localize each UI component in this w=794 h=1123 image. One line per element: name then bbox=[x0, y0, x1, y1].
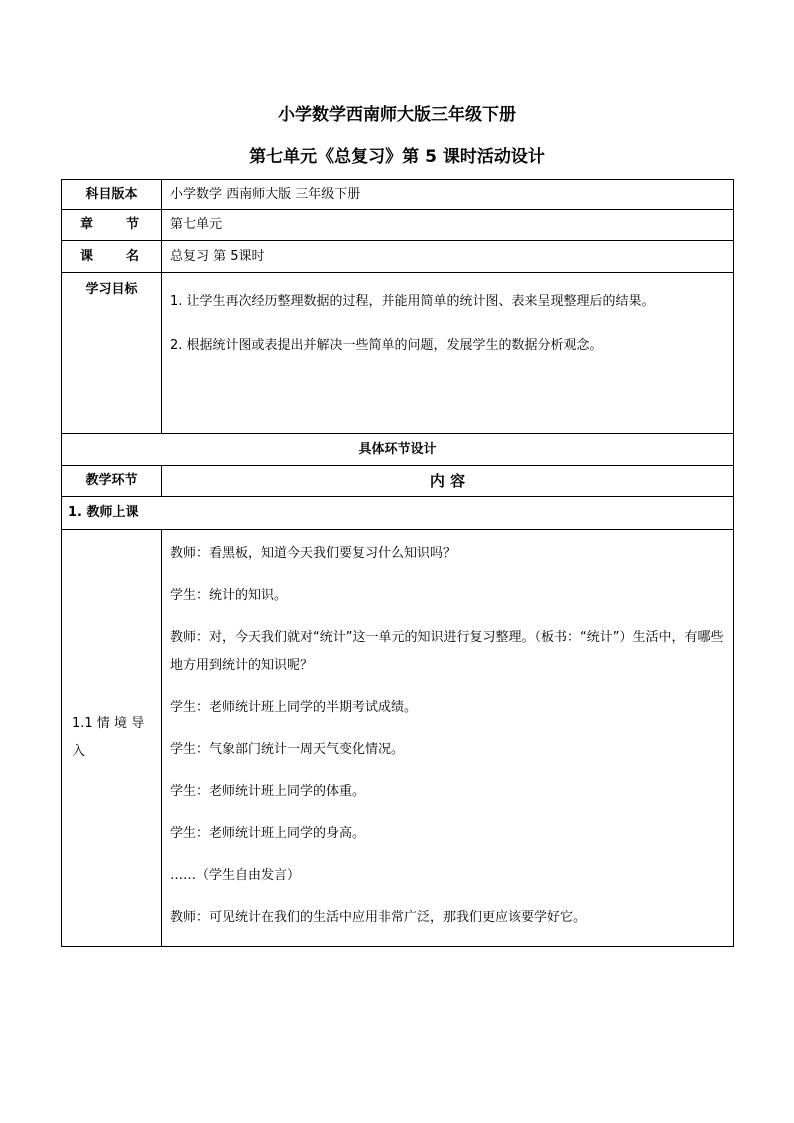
goal-item: 1. 让学生再次经历整理数据的过程，并能用简单的统计图、表来呈现整理后的结果。 bbox=[170, 294, 655, 309]
stage-column-header: 教学环节 bbox=[62, 466, 162, 497]
dialogue-line: 学生：老师统计班上同学的半期考试成绩。 bbox=[170, 700, 418, 715]
stage-label: 1.1 情 境 导 入 bbox=[62, 530, 162, 947]
chapter-row bbox=[62, 210, 734, 241]
lesson-label bbox=[62, 241, 162, 273]
goal-item: 2. 根据统计图或表提出并解决一些简单的问题，发展学生的数据分析观念。 bbox=[170, 338, 603, 353]
section-title: 1. 教师上课 bbox=[62, 497, 734, 530]
lesson-row bbox=[62, 241, 734, 273]
subject-label: 科目版本 bbox=[62, 180, 162, 210]
dialogue-line: 教师：可见统计在我们的生活中应用非常广泛，那我们更应该要学好它。 bbox=[170, 910, 587, 925]
design-header: 具体环节设计 bbox=[62, 434, 734, 466]
column-header-row bbox=[62, 466, 734, 497]
goals-row bbox=[62, 273, 734, 434]
lesson-label-part-b: 名 bbox=[125, 248, 139, 264]
lesson-value: 总复习 第 5课时 bbox=[162, 241, 734, 273]
stage-content bbox=[162, 530, 734, 947]
goals-content bbox=[162, 273, 734, 434]
dialogue-line: 学生：老师统计班上同学的身高。 bbox=[170, 826, 366, 841]
dialogue-line: 学生：气象部门统计一周天气变化情况。 bbox=[170, 742, 405, 757]
chapter-label-part-b: 节 bbox=[125, 217, 139, 232]
design-header-row bbox=[62, 434, 734, 466]
dialogue-line: 教师：对，今天我们就对“统计”这一单元的知识进行复习整理。（板书：“统计”）生活中，有哪些地方用到统计的知识呢？ bbox=[170, 630, 724, 673]
dialogue-line: 教师：看黑板，知道今天我们要复习什么知识吗？ bbox=[170, 546, 457, 561]
chapter-label bbox=[62, 210, 162, 241]
dialogue-line: 学生：老师统计班上同学的体重。 bbox=[170, 784, 366, 799]
chapter-value: 第七单元 bbox=[162, 210, 734, 241]
goals-label: 学习目标 bbox=[62, 273, 162, 434]
subject-value: 小学数学 西南师大版 三年级下册 bbox=[162, 180, 734, 210]
subject-row bbox=[62, 180, 734, 210]
content-column-header: 内 容 bbox=[162, 466, 734, 497]
section-row bbox=[62, 497, 734, 530]
dialogue-line: 学生：统计的知识。 bbox=[170, 588, 288, 603]
document-subtitle: 第七单元《总复习》第 5 课时活动设计 bbox=[249, 147, 545, 167]
stage-row bbox=[62, 530, 734, 947]
chapter-label-part-a: 章 bbox=[80, 217, 94, 232]
document-title: 小学数学西南师大版三年级下册 bbox=[278, 105, 516, 125]
lesson-plan-table bbox=[61, 179, 734, 947]
lesson-label-part-a: 课 bbox=[80, 248, 94, 264]
dialogue-line: ……（学生自由发言） bbox=[170, 868, 301, 883]
